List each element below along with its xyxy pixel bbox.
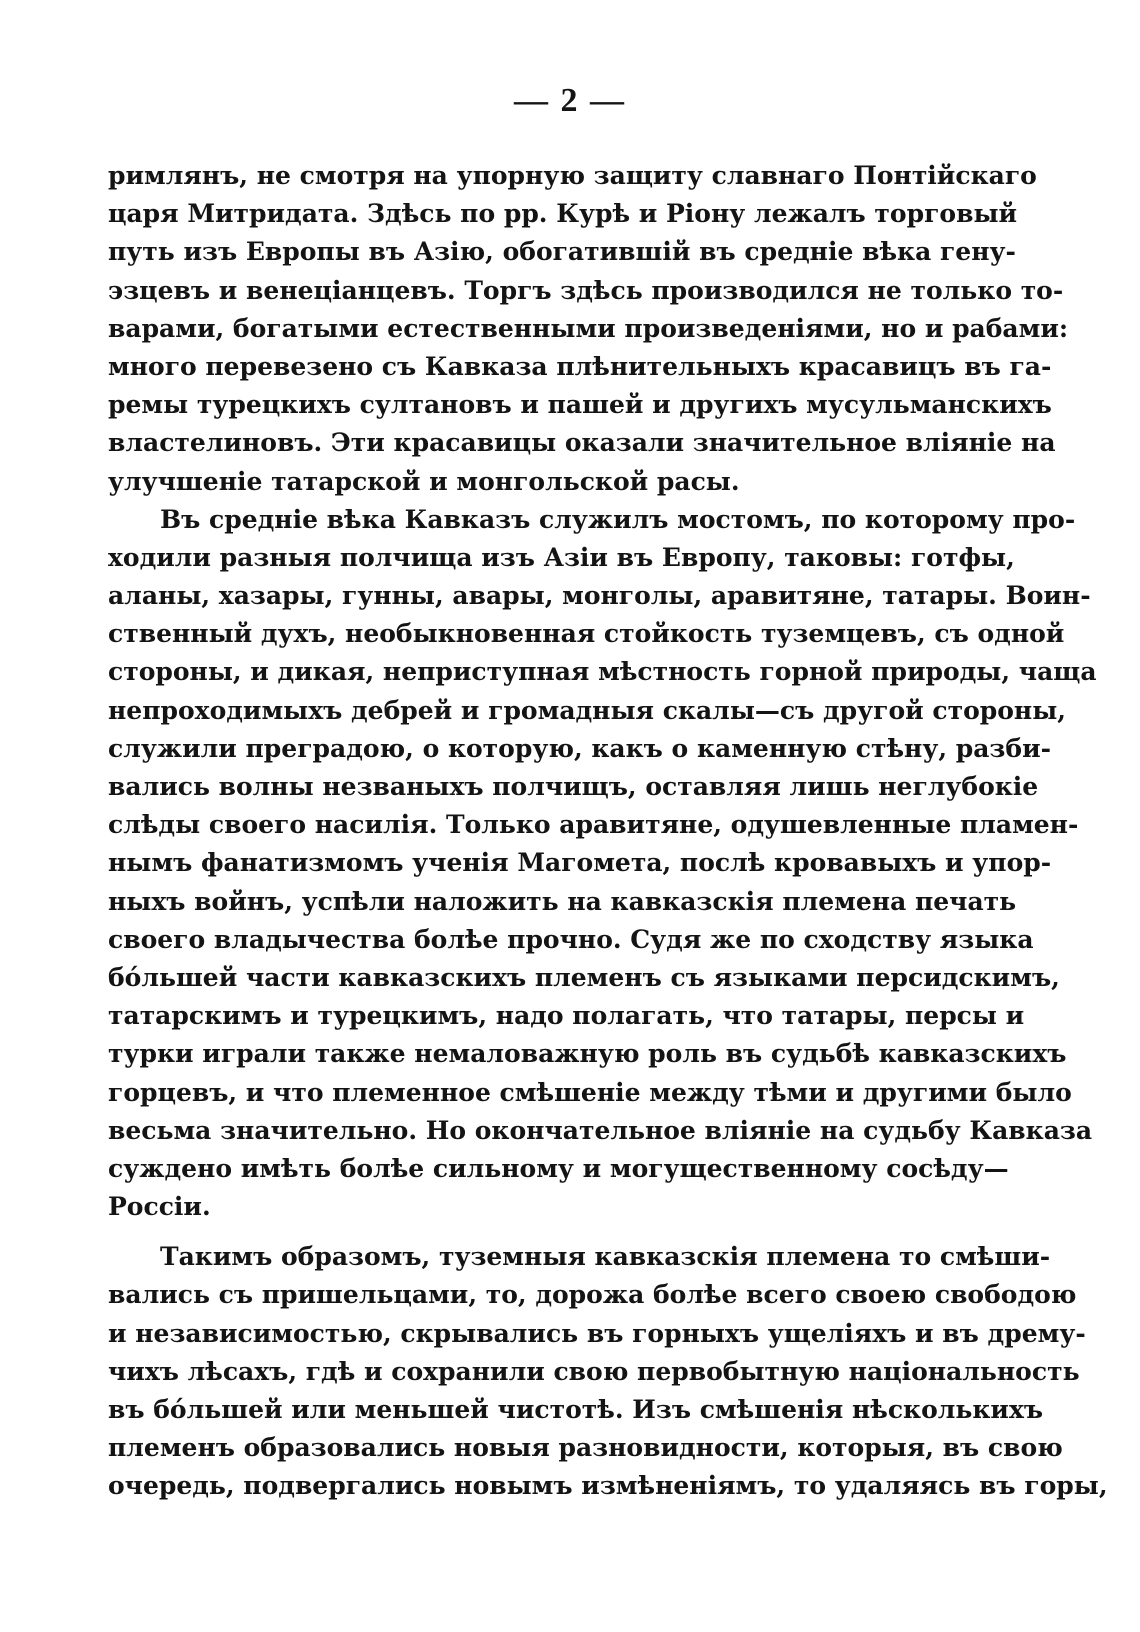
text-line: чихъ лѣсахъ, гдѣ и сохранили свою первобытную національность: [108, 1356, 1080, 1386]
text-line: стороны, и дикая, неприступная мѣстность горной природы, чаща: [108, 657, 1097, 687]
text-line: горцевъ, и что племенное смѣшеніе между тѣми и другими было: [108, 1077, 1072, 1107]
text-line: Въ средніе вѣка Кавказъ служилъ мостомъ, по которому про-: [160, 504, 1076, 534]
text-line: нымъ фанатизмомъ ученія Магомета, послѣ кровавыхъ и упор-: [108, 848, 1052, 878]
text-line: царя Митридата. Здѣсь по рр. Курѣ и Ріону лежалъ торговый: [108, 199, 1018, 229]
text-line: непроходимыхъ дебрей и громадныя скалы—съ другой стороны,: [108, 695, 1066, 725]
text-line: варами, богатыми естественными произведеніями, но и рабами:: [108, 313, 1069, 343]
text-line: аланы, хазары, гунны, авары, монголы, аравитяне, татары. Воин-: [108, 581, 1091, 611]
text-line: суждено имѣть болѣе сильному и могущественному сосѣду—: [108, 1153, 1009, 1183]
text-line: много перевезено съ Кавказа плѣнительныхъ красавицъ въ га-: [108, 351, 1052, 381]
text-line: вались съ пришельцами, то, дорожа болѣе всего своею свободою: [108, 1280, 1077, 1310]
text-line: Россіи.: [108, 1192, 211, 1222]
text-line: ственный духъ, необыкновенная стойкость туземцевъ, съ одной: [108, 619, 1065, 649]
text-line: путь изъ Европы въ Азію, обогатившій въ средніе вѣка гену-: [108, 237, 1016, 267]
text-line: очередь, подвергались новымъ измѣненіямъ, то удаляясь въ горы,: [108, 1471, 1108, 1501]
text-line: вались волны незваныхъ полчищъ, оставляя лишь неглубокіе: [108, 772, 1039, 801]
text-line: въ бо́льшей или меньшей чистотѣ. Изъ смѣшенія нѣсколькихъ: [108, 1395, 1044, 1424]
body-text: [108, 157, 1108, 1506]
text-line: и независимостью, скрывались въ горныхъ ущеліяхъ и въ дрему-: [108, 1318, 1086, 1348]
text-line: своего владычества болѣе прочно. Судя же по сходству языка: [108, 924, 1034, 954]
text-line: властелиновъ. Эти красавицы оказали значительное вліяніе на: [108, 428, 1056, 458]
text-line: улучшеніе татарской и монгольской расы.: [108, 466, 740, 496]
text-line: племенъ образовались новыя разновидности, которыя, въ свою: [108, 1433, 1063, 1463]
text-line: весьма значительно. Но окончательное вліяніе на судьбу Кавказа: [108, 1115, 1093, 1145]
text-line: турки играли также немаловажную роль въ судьбѣ кавказскихъ: [108, 1039, 1067, 1069]
page-number: — 2 —: [514, 82, 626, 119]
paragraph-gap: [108, 1226, 983, 1238]
text-line: слѣды своего насилія. Только аравитяне, одушевленные пламен-: [108, 810, 1079, 840]
text-line: ходили разныя полчища изъ Азіи въ Европу, таковы: готфы,: [108, 542, 1015, 572]
text-line: ныхъ войнъ, успѣли наложить на кавказскія племена печать: [108, 886, 1017, 916]
text-line: римлянъ, не смотря на упорную защиту славнаго Понтійскаго: [108, 161, 1037, 190]
text-line: татарскимъ и турецкимъ, надо полагать, что татары, персы и: [108, 1001, 1025, 1031]
text-line: эзцевъ и венеціанцевъ. Торгъ здѣсь производился не только то-: [108, 275, 1064, 305]
text-line: ремы турецкихъ султановъ и пашей и другихъ мусульманскихъ: [108, 390, 1052, 420]
text-line: бо́льшей части кавказскихъ племенъ съ языками персидскимъ,: [108, 962, 1060, 992]
text-line: служили преградою, о которую, какъ о каменную стѣну, разби-: [108, 733, 1051, 763]
text-line: Такимъ образомъ, туземныя кавказскія племена то смѣши-: [160, 1242, 1051, 1272]
